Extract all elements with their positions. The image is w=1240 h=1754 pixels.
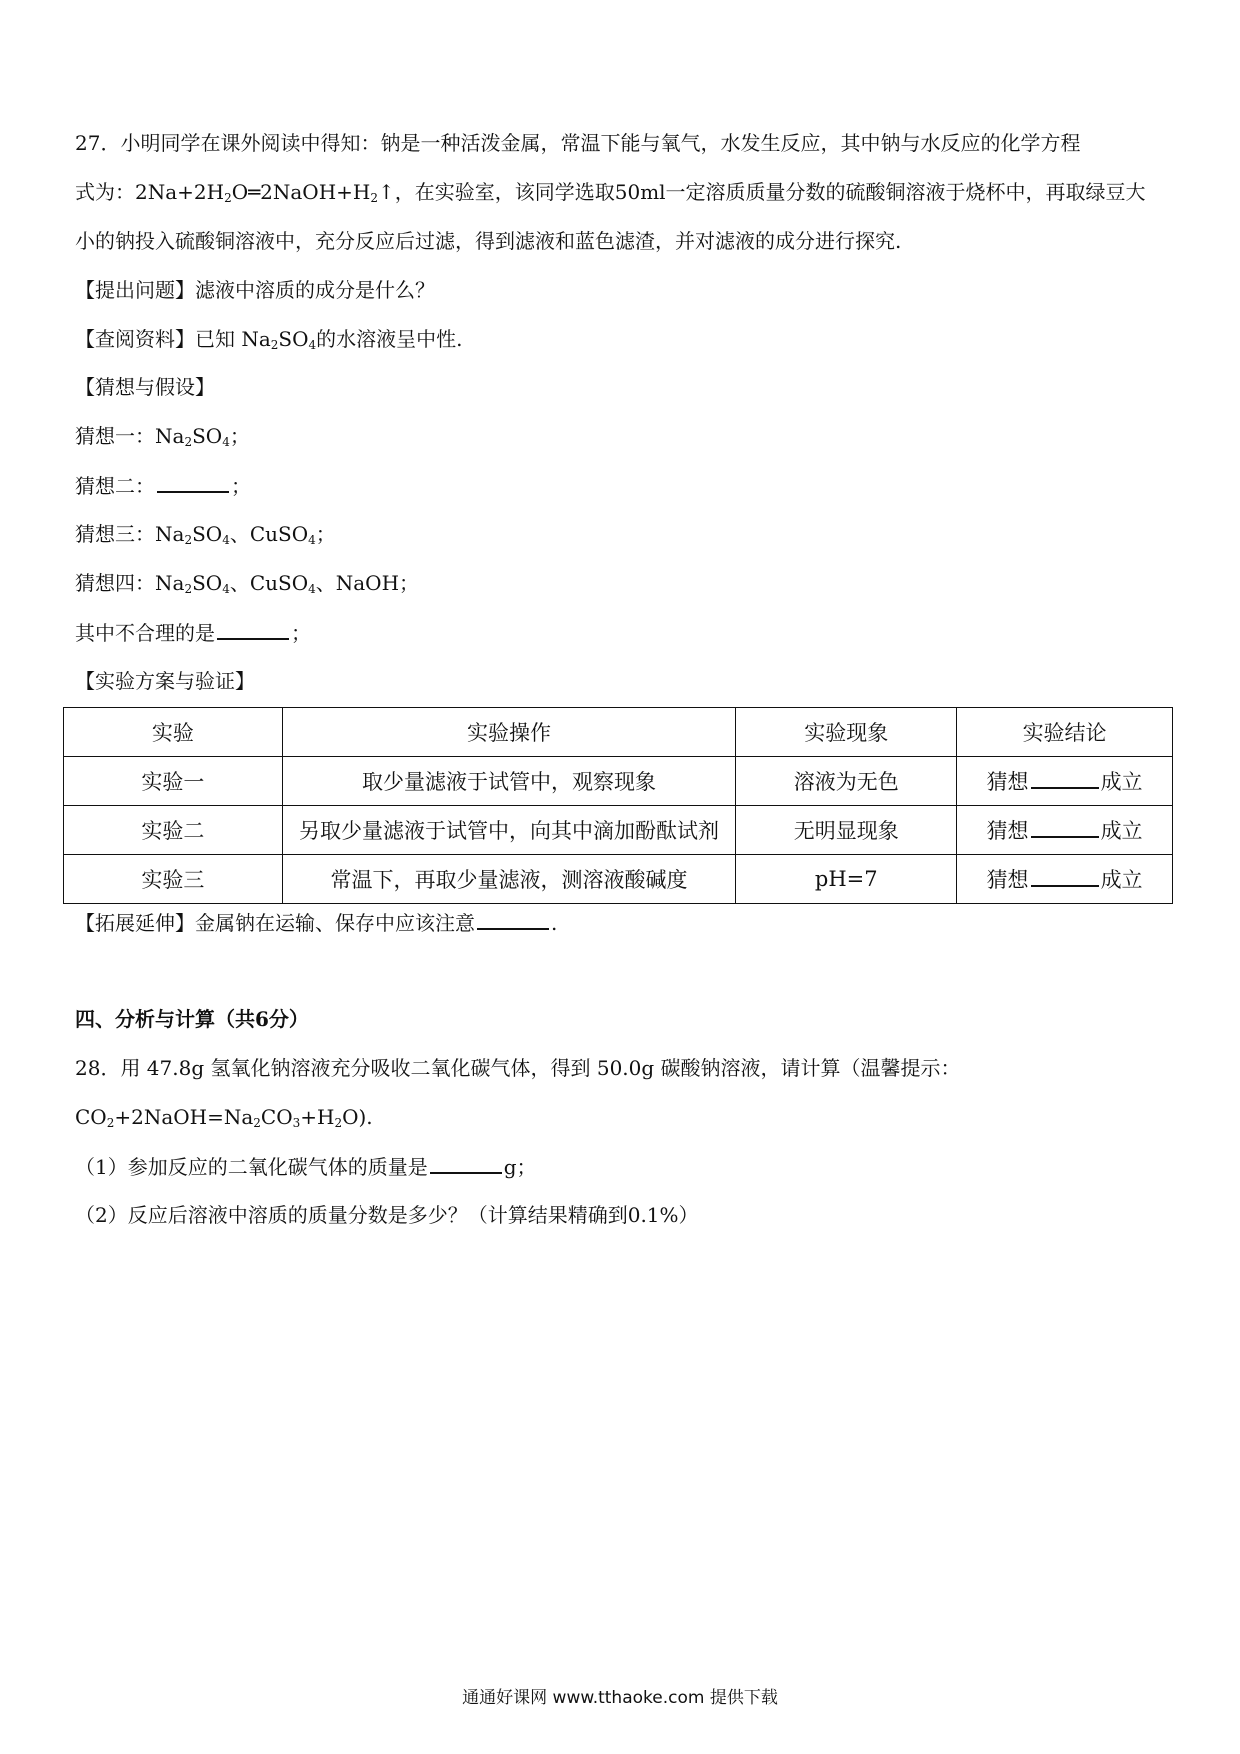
unreasonable-guess: 其中不合理的是 ； (75, 618, 311, 647)
cell-phenomenon: 溶液为无色 (736, 757, 957, 806)
cell-experiment: 实验一 (64, 757, 283, 806)
guess-two-blank[interactable] (157, 471, 229, 493)
header-conclusion: 实验结论 (957, 708, 1173, 757)
table-header-row (64, 708, 1173, 757)
section-title: 四、分析与计算（共6分） (75, 1007, 309, 1031)
cell-experiment: 实验二 (64, 806, 283, 855)
table-row (64, 806, 1173, 855)
q27-guess-title: 【猜想与假设】 (75, 375, 215, 399)
extend-blank[interactable] (477, 908, 549, 930)
conclusion-blank[interactable] (1031, 865, 1099, 887)
q27-info: 【查阅资料】已知 $Na_2SO_4$的水溶液呈中性. (75, 327, 463, 352)
cell-phenomenon: pH=7 (736, 855, 957, 904)
cell-conclusion: 猜想 成立 (957, 757, 1173, 806)
header-phenomenon: 实验现象 (736, 708, 957, 757)
q27-intro-line1: 27．小明同学在课外阅读中得知：钠是一种活泼金属，常温下能与氧气，水发生反应，其中钠与水反应的化学方程 (75, 131, 1081, 155)
guess-one: 猜想一：$Na_2SO_4$； (75, 424, 250, 449)
conclusion-blank[interactable] (1031, 767, 1099, 789)
guess-three: 猜想三：$Na_2SO_4$、CuSO$_4$； (75, 522, 336, 547)
q28-sub1: （1）参加反应的二氧化碳气体的质量是 g； (75, 1152, 537, 1181)
experiment-table (63, 707, 1173, 904)
guess-two: 猜想二： ； (75, 471, 251, 500)
cell-experiment: 实验三 (64, 855, 283, 904)
table-row (64, 855, 1173, 904)
q27-question: 【提出问题】滤液中溶质的成分是什么？ (75, 278, 435, 302)
unreasonable-blank[interactable] (217, 618, 289, 640)
cell-phenomenon: 无明显现象 (736, 806, 957, 855)
header-operation: 实验操作 (282, 708, 736, 757)
header-experiment: 实验 (64, 708, 283, 757)
cell-conclusion: 猜想 成立 (957, 806, 1173, 855)
co2-mass-blank[interactable] (430, 1152, 502, 1174)
q28-line1: 28．用 47.8g 氢氧化钠溶液充分吸收二氧化碳气体，得到 50.0g 碳酸钠溶液，请计算（温馨提示： (75, 1056, 961, 1080)
cell-conclusion: 猜想 成立 (957, 855, 1173, 904)
cell-operation: 取少量滤液于试管中，观察现象 (282, 757, 736, 806)
q28-line2: $CO_2+2NaOH=Na_2CO_3+H_2O$). (75, 1105, 373, 1130)
cell-operation: 常温下，再取少量滤液，测溶液酸碱度 (282, 855, 736, 904)
table-row (64, 757, 1173, 806)
q27-intro-line2: 式为：$2Na+2H_2O═2NaOH+H_2↑$，在实验室，该同学选取50ml一定溶质质量分数的硫酸铜溶液于烧杯中，再取绿豆大 (75, 180, 1146, 205)
footer: 通通好课网 www.tthaoke.com 提供下载 (462, 1688, 778, 1708)
plan-title: 【实验方案与验证】 (75, 669, 255, 693)
guess-four: 猜想四：$Na_2SO_4$、CuSO$_4$、NaOH； (75, 571, 420, 596)
q27-intro-line3: 小的钠投入硫酸铜溶液中，充分反应后过滤，得到滤液和蓝色滤渣，并对滤液的成分进行探究. (75, 229, 902, 253)
extend: 【拓展延伸】金属钠在运输、保存中应该注意 . (75, 908, 557, 937)
conclusion-blank[interactable] (1031, 816, 1099, 838)
q28-sub2: （2）反应后溶液中溶质的质量分数是多少？（计算结果精确到0.1%） (75, 1203, 699, 1227)
cell-operation: 另取少量滤液于试管中，向其中滴加酚酞试剂 (282, 806, 736, 855)
